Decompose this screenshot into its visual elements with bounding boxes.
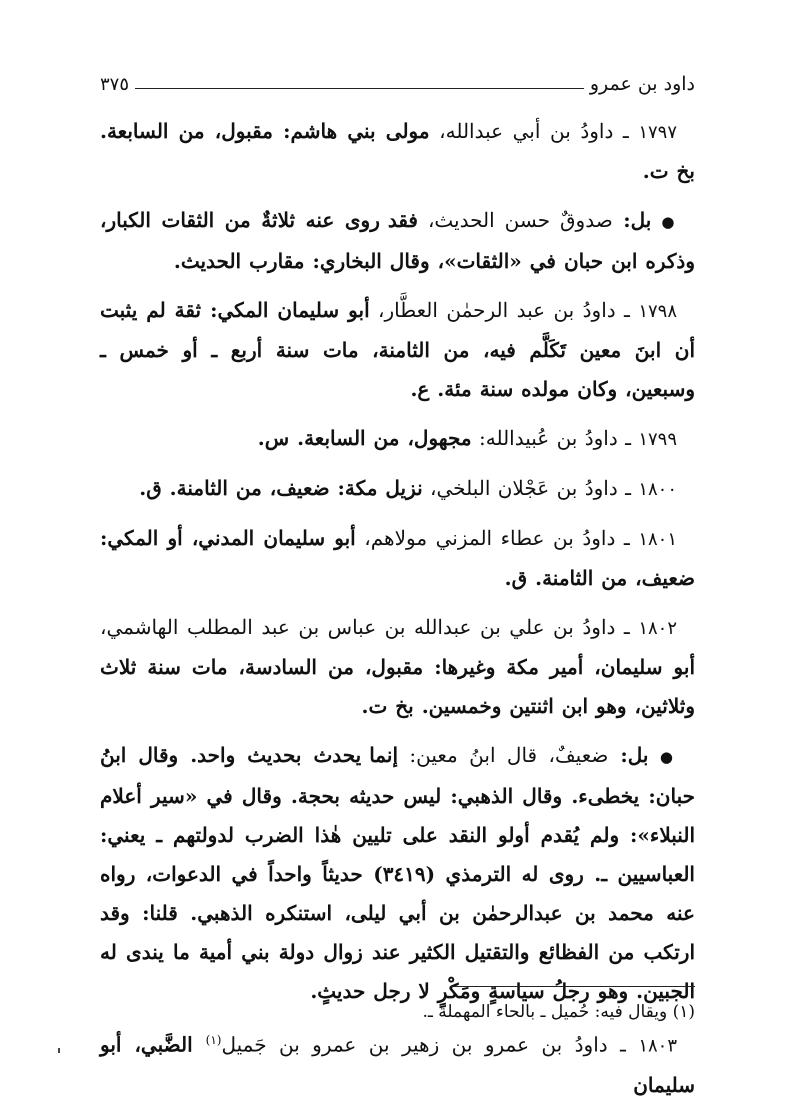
entry-number: ١٧٩٧ bbox=[638, 122, 678, 143]
entry-plain-text: ـ داودُ بن عَجْلان البلخي، bbox=[422, 476, 639, 500]
scan-mark bbox=[58, 1048, 60, 1053]
entry-1803 bbox=[100, 1021, 695, 1105]
entry-number: ١٨٠٢ bbox=[638, 618, 677, 639]
entry-number: ١٨٠١ bbox=[638, 529, 677, 550]
comment-bold-text: فقد روى عنه ثلاثةٌ من الثقات الكبار، وذكره ابن حبان في «الثقات»، وقال البخاري: مقارب الحديث. bbox=[100, 208, 695, 273]
entry-number: ١٧٩٨ bbox=[638, 301, 677, 322]
entry-1802 bbox=[100, 608, 695, 726]
entry-plain-text: ـ داودُ بن عُبيدالله: bbox=[471, 426, 639, 450]
bullet-icon: ● bbox=[659, 748, 677, 766]
bullet-icon: ● bbox=[661, 213, 677, 231]
comment-plain-text: ضعيفٌ، قال ابنُ معين: bbox=[398, 743, 609, 767]
comment-1797 bbox=[100, 201, 695, 281]
entry-bold-text: نزيل مكة: ضعيف، من الثامنة. ق. bbox=[139, 476, 423, 500]
entry-1801 bbox=[100, 519, 695, 598]
entry-plain-text: ـ داودُ بن عبد الرحمٰن العطَّار، bbox=[369, 298, 639, 322]
entry-plain-text: ـ داودُ بن عطاء المزني مولاهم، bbox=[355, 526, 639, 550]
comment-bold-text: إنما يحدث بحديث واحد. وقال ابنُ حبان: يخطىء. وقال الذهبي: ليس حديثه بحجة. وقال في «سير أعلام النبلاء»: ولم يُقدم أولو النقد على تليين هٰذا الضرب لدولتهم ـ يعني: العباسيين ـ. روى له الترمذي (٣٤١٩) حديثاً واحداً في الدعوات، رواه عنه محمد بن عبدالرحمٰن بن أبي ليلى، استنكره الذهبي. قلنا: وقد ارتكب من الفظائع والتقتيل الكثير عند زوال دولة بني أمية ما يندى له الجبين. وهو رجلُ سياسةٍ ومَكْرٍ لا رجل حديثٍ. bbox=[100, 743, 695, 1003]
entry-1800 bbox=[100, 469, 695, 509]
document-page bbox=[100, 70, 695, 1110]
entry-bold-text: الضَّبي، أبو سليمان bbox=[100, 1032, 695, 1097]
footnote: (١) ويقال فيه: حُميل ـ بالحاء المهملة ـ. bbox=[422, 1002, 695, 1022]
entry-number: ١٨٠٣ bbox=[638, 1035, 677, 1057]
comment-prefix: بل: bbox=[608, 743, 649, 767]
running-head-title: داود بن عمرو bbox=[589, 73, 695, 95]
footnote-separator bbox=[450, 986, 695, 987]
entry-number: ١٨٠٠ bbox=[638, 479, 677, 500]
entries-body bbox=[100, 112, 695, 1105]
entry-number: ١٧٩٩ bbox=[638, 429, 677, 450]
page-number: ٣٧٥ bbox=[100, 73, 130, 95]
entry-plain-text: ـ داودُ بن أبي عبدالله، bbox=[429, 119, 639, 143]
entry-plain-text: ـ داودُ بن عمرو بن زهير بن عمرو بن جَميل bbox=[221, 1032, 639, 1057]
entry-1797 bbox=[100, 112, 695, 191]
header-rule bbox=[135, 88, 584, 89]
entry-bold-text: مولى بني هاشم: مقبول، من السابعة. بخ ت. bbox=[100, 119, 695, 183]
entry-bold-text: أبو سليمان المكي: ثقة لم يثبت أن ابنَ معين تَكَلَّم فيه، من الثامنة، مات سنة أربع ـ أو خمس ـ وسبعين، وكان مولده سنة مئة. ع. bbox=[100, 298, 695, 401]
entry-bold-text: أبو سليمان المدني، أو المكي: ضعيف، من الثامنة. ق. bbox=[100, 526, 695, 590]
footnote-marker: (١) bbox=[205, 1033, 222, 1047]
running-header bbox=[100, 70, 695, 98]
entry-bold-text: مجهول، من السابعة. س. bbox=[257, 426, 472, 450]
comment-prefix: بل: bbox=[612, 208, 652, 232]
comment-plain-text: صدوقٌ حسن الحديث، bbox=[418, 208, 613, 232]
entry-1799 bbox=[100, 419, 695, 459]
entry-plain-text: ـ داودُ بن علي بن عبدالله بن عباس بن عبد المطلب الهاشمي، bbox=[100, 615, 639, 639]
entry-bold-text: أبو سليمان، أمير مكة وغيرها: مقبول، من السادسة، مات سنة ثلاث وثلاثين، وهو ابن اثنتين وخمسين. بخ ت. bbox=[100, 655, 695, 718]
entry-1798 bbox=[100, 291, 695, 409]
comment-1802 bbox=[100, 736, 695, 1011]
